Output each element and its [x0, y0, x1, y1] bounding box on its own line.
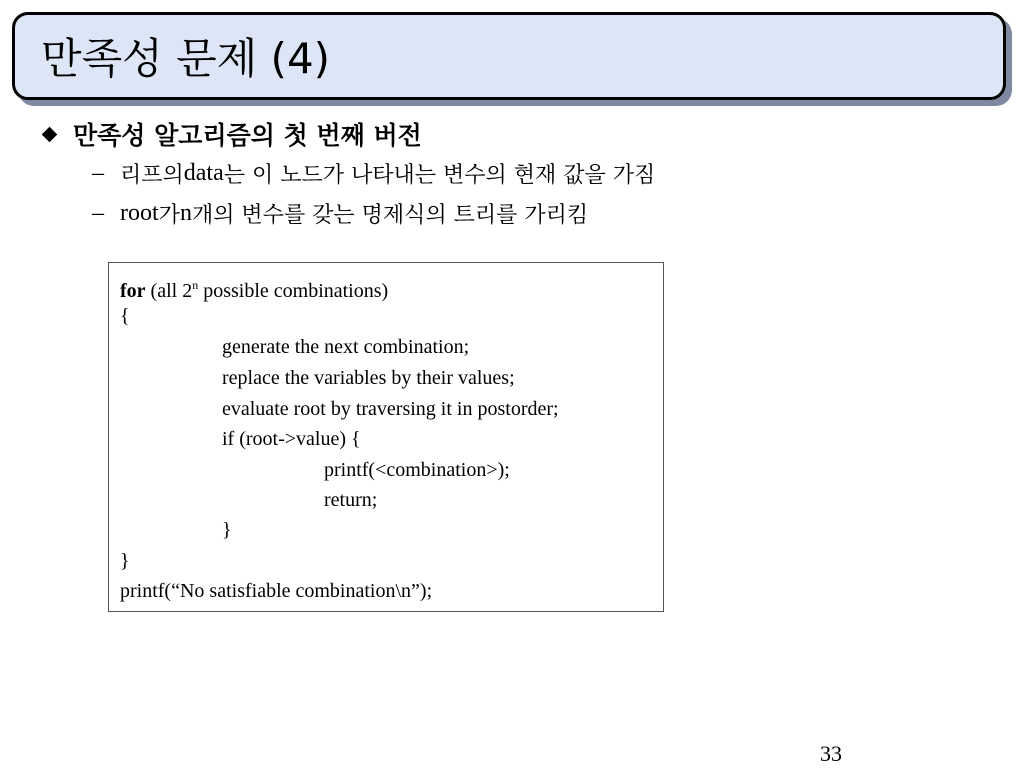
bullet-text: 만족성 알고리즘의 첫 번째 버전: [73, 121, 422, 150]
title-box: [12, 12, 1006, 100]
code-box: [108, 262, 664, 612]
code-line-9: }: [222, 519, 232, 541]
sub-item-1: [92, 157, 655, 189]
code-line-5: evaluate root by traversing it in postorder;: [222, 398, 559, 420]
code-line-1-b: possible combinations): [198, 280, 389, 302]
sub-item-2-middle: 가: [158, 202, 180, 228]
sub-item-2-suffix: 개의 변수를 갖는 명제식의 트리를 가리킴: [191, 202, 589, 228]
code-line-10: }: [120, 550, 130, 572]
dash-icon: –: [92, 199, 104, 226]
sub-item-2-latin: root: [120, 199, 159, 226]
code-line-3: generate the next combination;: [222, 336, 470, 358]
sub-item-1-latin: data: [183, 159, 224, 186]
code-keyword-for: for: [120, 280, 146, 302]
code-line-1-a: (all 2: [145, 280, 193, 302]
code-line-4: replace the variables by their values;: [222, 367, 515, 389]
code-line-7: printf(<combination>);: [324, 459, 510, 481]
page-number: 33: [820, 741, 842, 766]
code-line-8: return;: [324, 489, 378, 511]
sub-item-2: [92, 197, 588, 229]
diamond-bullet-icon: [42, 126, 58, 142]
code-line-6: if (root->value) {: [222, 428, 361, 450]
slide-title: 만족성 문제 (4): [41, 34, 331, 83]
dash-icon: –: [92, 159, 104, 186]
bullet-item: [40, 116, 422, 152]
code-line-11: printf(“No satisfiable combination\n”);: [120, 580, 433, 602]
code-line-2: {: [120, 305, 130, 327]
sub-item-2-latin2: n: [179, 199, 192, 226]
code-line-1-sup: n: [192, 278, 199, 292]
sub-item-1-suffix: 는 이 노드가 나타내는 변수의 현재 값을 가짐: [223, 162, 656, 188]
sub-item-1-prefix: 리프의: [120, 162, 184, 188]
code-line-1: [120, 273, 388, 303]
